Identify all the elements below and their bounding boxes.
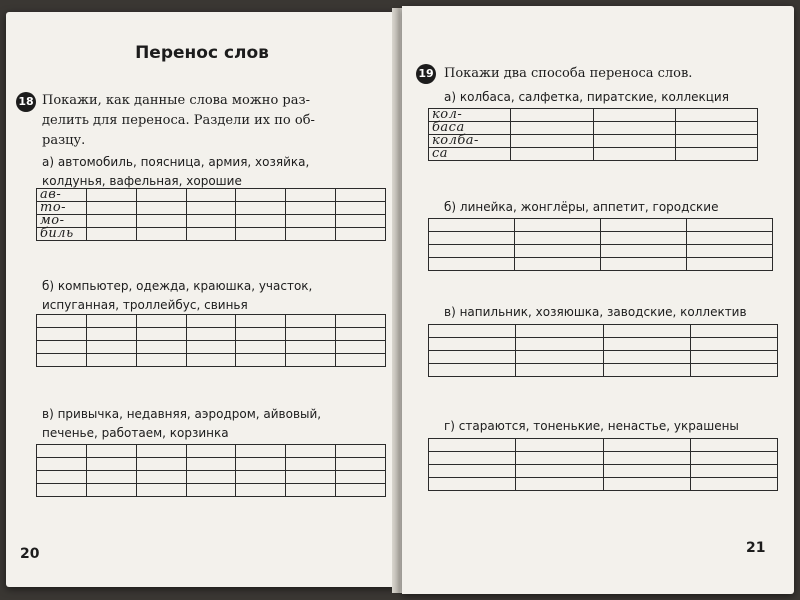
grid-cell[interactable] <box>516 325 603 338</box>
grid-cell[interactable] <box>236 228 286 241</box>
grid-cell[interactable] <box>37 484 87 497</box>
grid-cell[interactable] <box>429 338 516 351</box>
grid-cell[interactable] <box>86 215 136 228</box>
right-page <box>402 6 794 594</box>
grid-cell[interactable] <box>86 315 136 328</box>
grid-cell[interactable] <box>429 245 515 258</box>
grid-cell[interactable] <box>336 228 386 241</box>
grid-cell[interactable] <box>690 478 777 491</box>
grid-cell[interactable] <box>186 484 236 497</box>
exercise-19-instruction: Покажи два способа переноса слов. <box>444 66 693 81</box>
exercise-18-instruction-line-1: Покажи, как данные слова можно раз- <box>42 93 310 108</box>
grid-cell[interactable] <box>515 258 601 271</box>
exercise-18-number: 18 <box>16 92 36 112</box>
grid-cell[interactable] <box>136 445 186 458</box>
grid-cell[interactable] <box>186 189 236 202</box>
grid-cell[interactable] <box>690 325 777 338</box>
grid-cell[interactable] <box>515 219 601 232</box>
grid-cell[interactable] <box>186 215 236 228</box>
grid-cell[interactable] <box>286 202 336 215</box>
grid-cell[interactable] <box>86 471 136 484</box>
grid-cell[interactable] <box>675 109 757 122</box>
grid-cell[interactable] <box>690 364 777 377</box>
grid-cell[interactable] <box>37 354 87 367</box>
grid-cell[interactable] <box>603 351 690 364</box>
grid-cell[interactable] <box>37 458 87 471</box>
grid-cell[interactable] <box>186 228 236 241</box>
group-b-words-line-2: испуганная, троллейбус, свинья <box>42 298 248 312</box>
grid-cell[interactable] <box>236 215 286 228</box>
grid-cell[interactable] <box>336 445 386 458</box>
grid-cell[interactable] <box>687 245 773 258</box>
group-a-words-line-2: колдунья, вафельная, хорошие <box>42 174 242 188</box>
grid-cell[interactable] <box>336 341 386 354</box>
grid-cell[interactable] <box>675 135 757 148</box>
grid-cell[interactable] <box>336 458 386 471</box>
sample-syllable-2: то- <box>40 200 67 215</box>
group-b-grid <box>36 314 386 367</box>
grid-cell[interactable] <box>286 228 336 241</box>
sample-syllable-1: кол- <box>432 107 463 122</box>
grid-cell[interactable] <box>86 458 136 471</box>
grid-cell[interactable] <box>601 232 687 245</box>
grid-cell[interactable] <box>603 325 690 338</box>
grid-cell[interactable] <box>86 341 136 354</box>
grid-cell[interactable] <box>286 458 336 471</box>
grid-cell[interactable] <box>516 338 603 351</box>
grid-cell[interactable] <box>136 315 186 328</box>
grid-cell[interactable] <box>429 439 516 452</box>
grid-cell[interactable] <box>236 445 286 458</box>
grid-cell[interactable] <box>286 215 336 228</box>
grid-cell[interactable] <box>37 445 87 458</box>
group-b-words-line-1: б) компьютер, одежда, краюшка, участок, <box>42 279 313 293</box>
grid-cell[interactable] <box>601 245 687 258</box>
sample-syllable-3: мо- <box>40 213 65 228</box>
group-a-words: а) колбаса, салфетка, пиратские, коллекция <box>444 90 729 104</box>
grid-cell[interactable] <box>286 445 336 458</box>
grid-cell[interactable] <box>186 445 236 458</box>
page-number-left: 20 <box>20 546 40 562</box>
grid-cell[interactable] <box>511 135 593 148</box>
group-a-grid <box>36 188 386 241</box>
grid-cell[interactable] <box>516 465 603 478</box>
grid-cell[interactable] <box>511 109 593 122</box>
group-b-words: б) линейка, жонглёры, аппетит, городские <box>444 200 719 214</box>
grid-cell[interactable] <box>690 465 777 478</box>
grid-cell[interactable] <box>86 354 136 367</box>
grid-cell[interactable] <box>516 478 603 491</box>
grid-cell[interactable] <box>687 258 773 271</box>
grid-cell[interactable] <box>336 328 386 341</box>
grid-cell[interactable] <box>593 148 675 161</box>
sample-syllable-4: са <box>432 146 449 161</box>
grid-cell[interactable] <box>603 452 690 465</box>
left-page <box>6 12 398 587</box>
grid-cell[interactable] <box>286 471 336 484</box>
grid-cell[interactable] <box>429 148 511 161</box>
group-d-words: г) стараются, тоненькие, ненастье, украшены <box>444 419 739 433</box>
grid-cell[interactable] <box>511 122 593 135</box>
grid-cell[interactable] <box>429 232 515 245</box>
grid-cell[interactable] <box>429 364 516 377</box>
grid-cell[interactable] <box>429 258 515 271</box>
grid-cell[interactable] <box>136 202 186 215</box>
grid-cell[interactable] <box>86 202 136 215</box>
grid-cell[interactable] <box>286 315 336 328</box>
grid-cell[interactable] <box>86 228 136 241</box>
grid-cell[interactable] <box>37 328 87 341</box>
grid-cell[interactable] <box>429 478 516 491</box>
grid-cell[interactable] <box>186 315 236 328</box>
grid-cell[interactable] <box>136 354 186 367</box>
sample-syllable-3: колба- <box>432 133 479 148</box>
grid-cell[interactable] <box>603 439 690 452</box>
grid-cell[interactable] <box>516 351 603 364</box>
grid-cell[interactable] <box>136 458 186 471</box>
sample-syllable-4: биль <box>40 226 74 241</box>
grid-cell[interactable] <box>136 341 186 354</box>
grid-cell[interactable] <box>593 109 675 122</box>
grid-cell[interactable] <box>336 471 386 484</box>
grid-cell[interactable] <box>336 354 386 367</box>
grid-cell[interactable] <box>690 351 777 364</box>
grid-cell[interactable] <box>690 439 777 452</box>
grid-cell[interactable] <box>236 189 286 202</box>
grid-cell[interactable] <box>286 328 336 341</box>
grid-cell[interactable] <box>136 189 186 202</box>
grid-cell[interactable] <box>675 148 757 161</box>
group-c-words-line-2: печенье, работаем, корзинка <box>42 426 229 440</box>
grid-cell[interactable] <box>687 219 773 232</box>
grid-cell[interactable] <box>236 354 286 367</box>
grid-cell[interactable] <box>690 338 777 351</box>
group-c-grid <box>428 324 778 377</box>
group-d-grid <box>428 438 778 491</box>
group-a-grid <box>428 108 758 161</box>
grid-cell[interactable] <box>601 258 687 271</box>
grid-cell[interactable] <box>516 439 603 452</box>
grid-cell[interactable] <box>336 215 386 228</box>
grid-cell[interactable] <box>136 471 186 484</box>
group-a-words-line-1: а) автомобиль, поясница, армия, хозяйка, <box>42 155 310 169</box>
grid-cell[interactable] <box>236 341 286 354</box>
grid-cell[interactable] <box>593 122 675 135</box>
grid-cell[interactable] <box>515 232 601 245</box>
grid-cell[interactable] <box>593 135 675 148</box>
grid-cell[interactable] <box>516 364 603 377</box>
grid-cell[interactable] <box>687 232 773 245</box>
grid-cell[interactable] <box>186 458 236 471</box>
grid-cell[interactable] <box>429 452 516 465</box>
grid-cell[interactable] <box>37 471 87 484</box>
grid-cell[interactable] <box>37 341 87 354</box>
grid-cell[interactable] <box>286 354 336 367</box>
group-b-grid <box>428 218 773 271</box>
sample-syllable-1: ав- <box>40 187 62 202</box>
grid-cell[interactable] <box>236 484 286 497</box>
grid-cell[interactable] <box>336 315 386 328</box>
grid-cell[interactable] <box>429 465 516 478</box>
grid-cell[interactable] <box>690 452 777 465</box>
grid-cell[interactable] <box>603 364 690 377</box>
sample-syllable-2: баса <box>432 120 465 135</box>
grid-cell[interactable] <box>86 484 136 497</box>
grid-cell[interactable] <box>236 315 286 328</box>
page-title: Перенос слов <box>135 43 269 63</box>
grid-cell[interactable] <box>603 465 690 478</box>
grid-cell[interactable] <box>336 484 386 497</box>
grid-cell[interactable] <box>236 471 286 484</box>
grid-cell[interactable] <box>429 219 515 232</box>
grid-cell[interactable] <box>286 341 336 354</box>
exercise-19-number: 19 <box>416 64 436 84</box>
grid-cell[interactable] <box>236 202 286 215</box>
exercise-18-instruction-line-3: разцу. <box>42 133 86 148</box>
group-c-words: в) напильник, хозяюшка, заводские, коллектив <box>444 305 747 319</box>
exercise-18-instruction-line-2: делить для переноса. Раздели их по об- <box>42 113 315 128</box>
group-c-words-line-1: в) привычка, недавняя, аэродром, айвовый, <box>42 407 322 421</box>
grid-cell[interactable] <box>603 478 690 491</box>
grid-cell[interactable] <box>429 351 516 364</box>
grid-cell[interactable] <box>236 328 286 341</box>
grid-cell[interactable] <box>601 219 687 232</box>
grid-cell[interactable] <box>136 328 186 341</box>
grid-cell[interactable] <box>136 484 186 497</box>
grid-cell[interactable] <box>511 148 593 161</box>
grid-cell[interactable] <box>603 338 690 351</box>
grid-cell[interactable] <box>236 458 286 471</box>
grid-cell[interactable] <box>186 328 236 341</box>
grid-cell[interactable] <box>429 325 516 338</box>
grid-cell[interactable] <box>136 215 186 228</box>
grid-cell[interactable] <box>86 445 136 458</box>
grid-cell[interactable] <box>336 202 386 215</box>
grid-cell[interactable] <box>186 202 236 215</box>
grid-cell[interactable] <box>186 341 236 354</box>
grid-cell[interactable] <box>515 245 601 258</box>
grid-cell[interactable] <box>37 228 87 241</box>
grid-cell[interactable] <box>86 328 136 341</box>
grid-cell[interactable] <box>37 315 87 328</box>
grid-cell[interactable] <box>136 228 186 241</box>
group-c-grid <box>36 444 386 497</box>
grid-cell[interactable] <box>336 189 386 202</box>
grid-cell[interactable] <box>186 471 236 484</box>
page-number-right: 21 <box>746 540 766 556</box>
grid-cell[interactable] <box>286 189 336 202</box>
grid-cell[interactable] <box>286 484 336 497</box>
grid-cell[interactable] <box>186 354 236 367</box>
grid-cell[interactable] <box>675 122 757 135</box>
grid-cell[interactable] <box>516 452 603 465</box>
grid-cell[interactable] <box>86 189 136 202</box>
